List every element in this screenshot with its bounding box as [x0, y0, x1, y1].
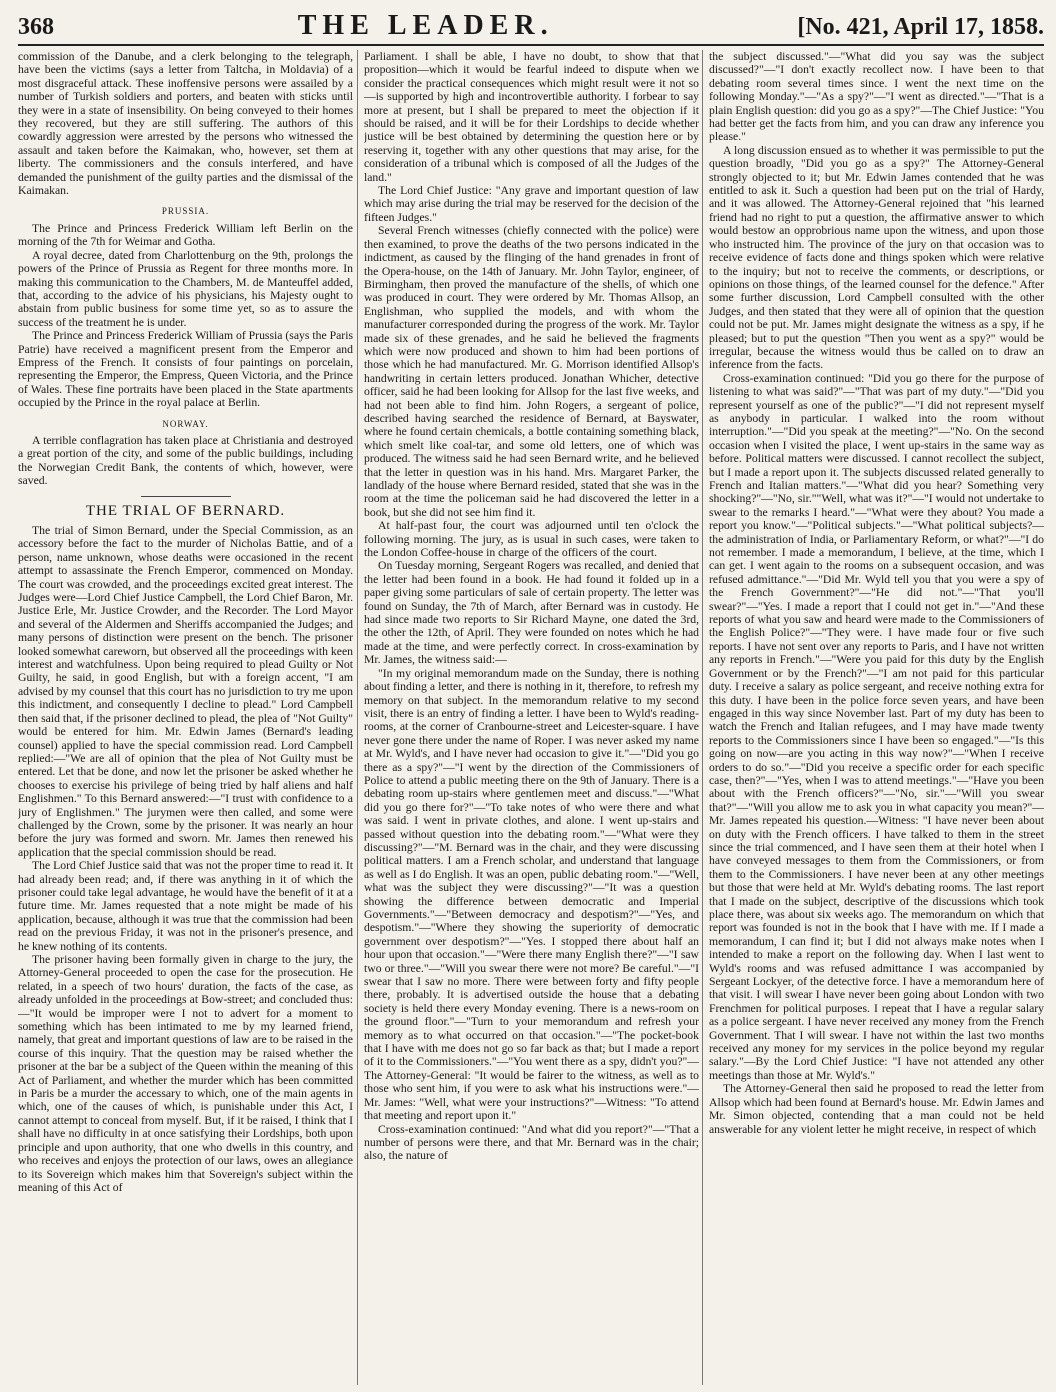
article-title: THE TRIAL OF BERNARD.	[85, 502, 286, 519]
page-number: 368	[18, 14, 54, 40]
article-paragraph: A long discussion ensued as to whether it was permissible to put the question broadly, "Did you go as a spy?" The Attorney-General strongly objected to it; but Mr. Edwin James contended that he was entitled to ask it. Such a question had been put on the trial of Hardy, and it was allowed. The Attorney-General rejoined that "his learned friend had no right to put a question, the affirmative answer to which would bestow an opprobrious name upon the witness, and upon those who instructed him. The province of the jury on that occasion was to receive evidence of facts done and things spoken which were relative to the inquiry; but not to receive the comments, or descriptions, or opinions on those things, of the learned counsel for the defence." After some further discussion, Lord Campbell consulted with the other Judges, and then stated that they were all of opinion that the question could not be put. Mr. James might designate the witness as a spy, if he pleased; but to put the question "Then you went as a spy?" would be irregular, because the witness would thus be called on to draw an inference from the facts.	[709, 143, 1044, 372]
column-divider	[702, 50, 703, 1385]
article-paragraph: The Lord Chief Justice said that was not the proper time to read it. It had already been read; and, if there was anything in it of which the prisoner could take legal advantage, he would have the benefit of it at a future time. Mr. James requested that a note might be made of his application, because, although it was true that the commission had been read on the previous Friday, it was not in the prisoner's presence, and he knew nothing of its contents.	[18, 859, 353, 953]
article-paragraph: commission of the Danube, and a clerk belonging to the telegraph, have been the victims (says a letter from Taltcha, in Moldavia) of a most disgraceful attack. These inoffensive persons were assailed by a number of Turkish soldiers and porters, and beaten with sticks until they were in a state of insensibility. On being conveyed to their homes they recovered, but they are still suffering. The authors of this cowardly aggression were arrested by the persons who witnessed the assault and taken before the Kaimakan, who, however, set them at liberty. The commissioners and the consuls interfered, and have demanded the punishment of the guilty parties and the dismissal of the Kaimakan.	[18, 50, 353, 198]
article-paragraph: A royal decree, dated from Charlottenburg on the 9th, prolongs the powers of the Prince of Prussia as Regent for three months more. In making this communication to the Chambers, M. de Manteuffel added, that, according to the advice of his physicians, his Majesty ought to abstain from public business for some time yet, so as to assure the success of the treatment he is under.	[18, 248, 353, 329]
newspaper-title: THE LEADER.	[297, 10, 554, 41]
section-divider	[141, 496, 231, 497]
article-paragraph: Cross-examination continued: "And what did you report?"—"That a number of persons were there, and that Mr. Bernard was in the chair; also, the nature of	[364, 1122, 699, 1163]
section-heading-norway: NORWAY.	[162, 418, 209, 429]
article-paragraph: Cross-examination continued: "Did you go there for the purpose of listening to what was said?"—"That was part of my duty."—"Did you represent yourself as one of the public?"—"I did not represent myself as anybody in particular. I walked into the room without interruption."—"Did you speak at the meeting?"—"No. On the second occasion when I visited the place, I went up-stairs in the same way as before. Political matters were discussed. I cannot recollect the subject, but I made a report upon it. The subjects discussed related generally to French and Italian matters."—"What did you hear? Something very shocking?"—"No, sir.""Well, what was it?"—"I would not undertake to swear to the remarks I heard."—"What were they about? You made a report you know."—"Political subjects."—"What political subjects?—the administration of India, or Parliamentary Reform, or what?"—"I do not remember. I made a memorandum, I believe, at the time, which I can get. I went again to the rooms on a subsequent occasion, and was refused admittance."—"Did Mr. Wyld tell you that you were a spy of the French Government?"—"He did not."—"That you'll swear?"—"Yes. I made a report that I could not get in."—"And these reports of what you saw and heard were made to the Commissioners of the English Police?"—"They were. I have made four or five such reports. I have not sent over any reports to Paris, and I have not written any reports in French."—"Were you paid for this duty by the English Government or by the French?"—"I am not paid for this particular duty. I receive a salary as police sergeant, and receive nothing extra for this duty. I have been in the police force seven years, and have been engaged in this way since November last. Part of my duty has been to watch the French and Italian refugees, and I may have made twenty reports to the Commissioners since I have been so engaged."—"Is this going on now—are you acting in this way now?"—"When I receive orders to do so."—"Did you receive a specific order for each specific case, then?"—"Yes, when I was to attend meetings."—"Have you been about with the French officers?"—"No, sir."—"Will you swear that?"—"Will you allow me to ask you in what capacity you mean?"—Mr. James repeated his question.—Witness: "I have never been about on duty with the French officers. I have talked to them in the street since the trial commenced, and I have seen them at their hotel when I have conveyed messages to them from the Commissioners, or from them to the Commissioners. I have never been at any other meetings but those that were held at Mr. Wyld's debating rooms. The last report that I made on the subject, descriptive of the discussions which took place there, was about six weeks ago. The memorandum on which that report was founded is not in the book that I have with me. If I made a memorandum, I can find it; but I did not always make notes when I intended to make a report on the following day. When I last went to Wyld's rooms and was refused admittance I was accompanied by Sergeant Lockyer, of the detective force. I have a memorandum here of that visit. I will swear I have never been going about London with two Frenchmen for political purposes. I repeat that I have a regular salary as a police sergeant. I have never received any money from the French Government. That I will swear. I have not within the last two months received any money for my services in the police beyond my regular salary."—By the Lord Chief Justice: "I have not attended any other meetings than those at Mr. Wyld's."	[709, 371, 1044, 1082]
article-paragraph: A terrible conflagration has taken place at Christiania and destroyed a great portion of the city, and some of the public buildings, including the Norwegian Credit Bank, the contents of which, however, were saved.	[18, 433, 353, 488]
article-paragraph: The Prince and Princess Frederick William of Prussia (says the Paris Patrie) have received a magnificent present from the Emperor and Empress of the French. It consists of four paintings on porcelain, representing the Emperor, the Empress, Queen Victoria, and the Prince of Wales. These fine portraits have been placed in the State apartments occupied by the Prince in the royal palace at Berlin.	[18, 329, 353, 410]
article-paragraph: The Attorney-General then said he proposed to read the letter from Allsop which had been found at Bernard's house. Mr. Edwin James and Mr. Simon objected, contending that a man could not be held answerable for any violent letter he might receive, in respect of which	[709, 1082, 1044, 1136]
article-paragraph: "In my original memorandum made on the Sunday, there is nothing about finding a letter, and there is nothing in it, therefore, to refresh my memory on that subject. In the memorandum relative to my second visit, there is an entry of finding a letter. I have been to Wyld's reading-rooms, at the corner of Cranbourne-street and Leicester-square. I have never gone there under the name of Roper. I was never asked my name at Mr. Wyld's, and I have never had occasion to give it."—"Did you go there as a spy?"—"I went by the direction of the Commissioners of Police to attend a public meeting there on the 9th of January. There is a debating room up-stairs where gentlemen meet and discuss."—"What did you go there for?"—"To take notes of who were there and what was said. I went in private clothes, and alone. I went up-stairs and passed without question into the debating room."—"What were they discussing?"—"M. Bernard was in the chair, and they were discussing political matters. I am a French scholar, and understand that language as well as I do English. It was an open, public debating room."—"Well, what was the subject they were discussing?"—"It was a question showing the difference between democratic and Imperial Governments."—"Between democracy and despotism?"—"Yes, and despotism."—"Where they showing the superiority of democratic government over despotism?"—"Yes. I stopped there about half an hour upon that occasion."—"Were there many English there?"—"I saw two or three."—"Will you swear there were not more? Be careful."—"I swear that I saw no more. There were between forty and fifty people there, probably. It is advertised outside the house that a debating society is held there every Monday evening. There is a news-room on the ground floor."—"Turn to your memorandum and refresh your memory as to what occurred on that occasion."—"The pocket-book that I have with me does not go so far back as that; but I made a report of it to the Commissioners."—"You went there as a spy, didn't you?"—The Attorney-General: "It would be fairer to the witness, as well as to those who sent him, if you were to ask what his instructions were."—Mr. James: "Well, what were your instructions?"—Witness: "To attend that meeting and report upon it."	[364, 666, 699, 1123]
article-paragraph: Parliament. I shall be able, I have no doubt, to show that that proposition—which it would be fearful indeed to dispute when we consider the practical consequences which might result were it not so—is supported by high and incontrovertible authority. I forbear to say more at present, but I shall be prepared to meet the objection if it should be raised, and it will be for their Lordships to decide whether justice will be best obtained by determining the question here or by reserving it, together with any other questions that may arise, for the consideration of a tribunal which is composed of all the Judges of the land."	[364, 50, 699, 184]
article-paragraph: Several French witnesses (chiefly connected with the police) were then examined, to prove the deaths of the two persons indicated in the indictment, as caused by the flinging of the hand grenades in front of the Opera-house, on the 14th of January. Mr. John Taylor, engineer, of Birmingham, then proved the manufacture of the shells, of which one was produced in court. They were ordered by Mr. Thomas Allsop, an Englishman, who supplied the models, and with whom the manufacturer corresponded during the progress of the work. Mr. Taylor made six of these grenades, and he said he believed the fragments which were now produced and shown to him had been portions of those which he had manufactured. Mr. G. Morrison identified Allsop's handwriting in certain letters produced. Jonathan Whicher, detective officer, said he had been looking for Allsop for the last five weeks, and had not been able to find him. John Rogers, a sergeant of police, described having searched the residence of Bernard, at Bayswater, where he found certain chemicals, a bottle containing something black, which smelt like coal-tar, and some old letters, one of which was produced. The witness said he had seen Bernard write, and he believed that the letter in question was in his hand. Mrs. Margaret Parker, the landlady of the house where Bernard resided, stated that she was in the room at the time the policeman said he had discovered the letter in a book, but she did not see him find it.	[364, 224, 699, 519]
masthead	[18, 10, 1044, 46]
article-paragraph: the subject discussed."—"What did you say was the subject discussed?"—"I don't exactly recollect now. I have been to that debating room several times since. I went the next time on the following Monday."—"As a spy?"—"I went as directed."—"That is a plain English question: did you go as a spy?"—The Chief Justice: "You had better get the facts from him, and you can draw any inference you please."	[709, 50, 1044, 144]
article-paragraph: On Tuesday morning, Sergeant Rogers was recalled, and denied that the letter had been found in a book. He had found it folded up in a paper giving some particulars of sale of certain property. The letter was found on Sunday, the 7th of March, after Bernard was in custody. He had since made two reports to Sir Richard Mayne, one dated the 3rd, the other the 12th, of April. They were founded on notes which he had made at the time, and were perfectly correct. In cross-examination by Mr. James, the witness said:—	[364, 559, 699, 667]
article-paragraph: The prisoner having been formally given in charge to the jury, the Attorney-General proceeded to open the case for the prosecution. He related, in a speech of two hours' duration, the facts of the case, as already unfolded in the proceedings at Bow-street; and concluded thus:—"It would be improper were I not to advert for a moment to something which has been intimated to me by my learned friend, namely, that great and important questions of law are to be raised in the course of this inquiry. That the question may be raised whether the prisoner at the bar be a subject of the Queen within the meaning of this Act of Parliament, and whether the murder which has been committed in Paris be a murder the accessary to which, one of the main agents in which, one of the causes of which, is punishable under this Act, I cannot attempt to conceal from myself. But, if it be raised, I think that I shall have no difficulty in at once satisfying their Lordships, both upon principle and upon authority, that one who dwells in this country, and who receives and enjoys the protection of our laws, owes an allegiance to its Sovereign which makes him that Sovereign's subject within the meaning of this Act of	[18, 953, 353, 1194]
section-heading-prussia: PRUSSIA.	[161, 206, 210, 217]
column-1	[18, 50, 353, 1385]
issue-info: [No. 421, April 17, 1858.	[797, 14, 1044, 40]
article-paragraph: The trial of Simon Bernard, under the Special Commission, as an accessory before the fact to the murder of Nicholas Battie, and of a person, name unknown, whose deaths were occasioned in the recent attempt to assassinate the French Emperor, commenced on Monday. The court was crowded, and the proceedings excited great interest. The Judges were—Lord Chief Justice Campbell, the Lord Chief Baron, Mr. Justice Erle, Mr. Justice Crowder, and the Recorder. The Lord Mayor and several of the Aldermen and Sheriffs accompanied the Judges; and many persons of distinction were present on the bench. The prisoner looked somewhat careworn, but observed all the proceedings with keen interest and watchfulness. Upon being required to plead Guilty or Not Guilty, he said, in good English, but with a foreign accent, "I am advised by my counsel that this court has no jurisdiction to try me upon this indictment, and consequently I decline to plead." Lord Campbell then said that, if the prisoner declined to plead, the plea of "Not Guilty" would be entered for him. Mr. Edwin James (Bernard's leading counsel) applied to have the special commission read. Lord Campbell replied:—"We are all of opinion that the plea of Not Guilty must be entered. Let that be done, and now let the prisoner be asked whether he chooses to exercise his privilege of being tried by half aliens and half Englishmen." To this Bernard answered:—"I trust with confidence to a jury of Englishmen." The jurymen were then called, and some were challenged by the Crown, some by the prisoner. It was nearly an hour before the jury was formed and sworn. Mr. James then renewed his application that the special commission should be read.	[18, 524, 353, 859]
article-paragraph: At half-past four, the court was adjourned until ten o'clock the following morning. The jury, as is usual in such cases, were taken to the London Coffee-house in charge of the officers of the court.	[364, 519, 699, 560]
column-2	[364, 50, 699, 1385]
article-paragraph: The Lord Chief Justice: "Any grave and important question of law which may arise during the trial may be reserved for the decision of the fifteen Judges."	[364, 184, 699, 224]
column-divider	[357, 50, 358, 1385]
column-3	[709, 50, 1044, 1385]
article-paragraph: The Prince and Princess Frederick William left Berlin on the morning of the 7th for Weimar and Gotha.	[18, 221, 353, 249]
